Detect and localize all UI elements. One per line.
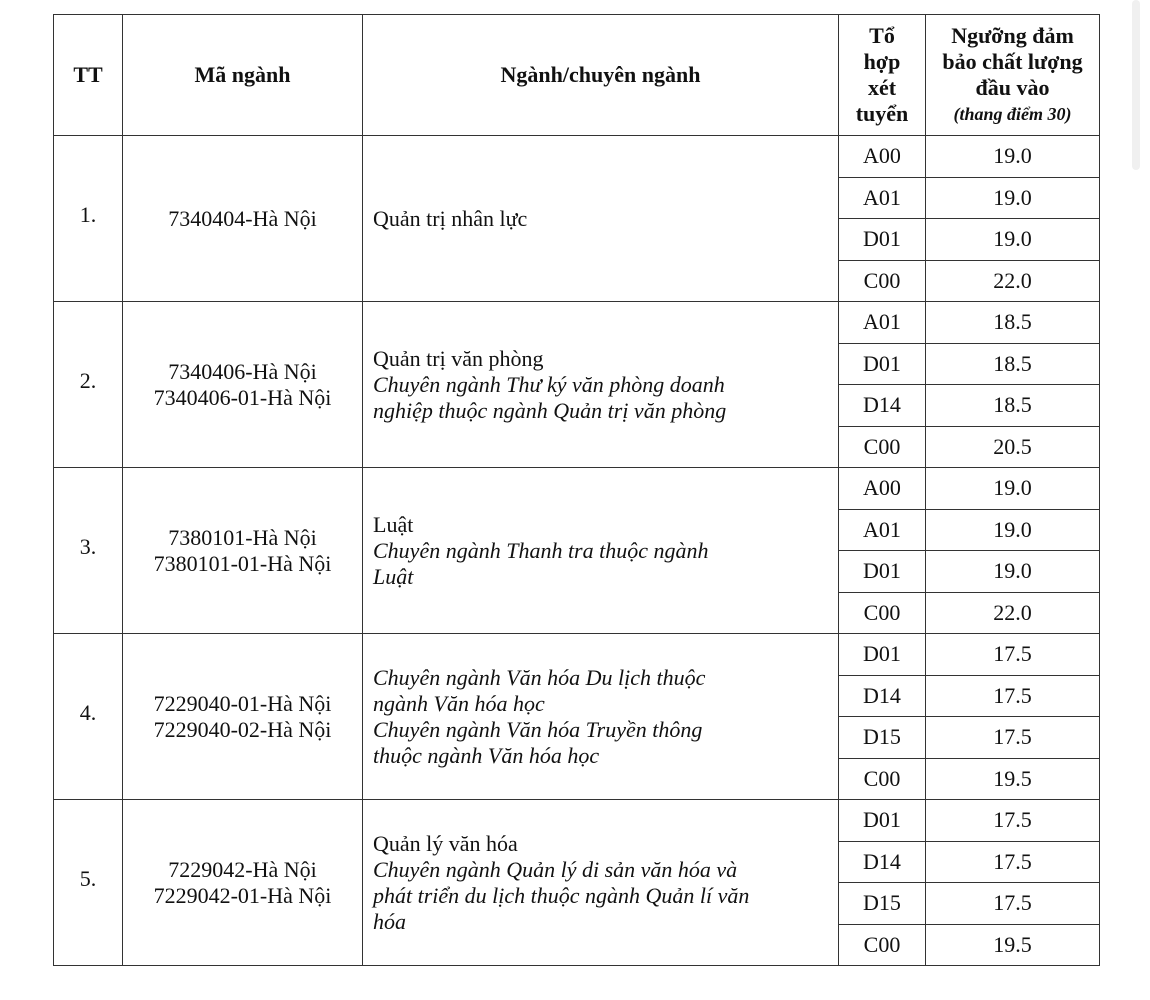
specialization-line: phát triển du lịch thuộc ngành Quản lí văn [373,882,750,908]
row-number [54,136,123,302]
threshold-score: 19.0 [926,468,1100,510]
row-number [54,800,123,966]
subject-combination: C00 [839,260,926,302]
threshold-score: 19.0 [926,136,1100,178]
major-code: 7380101-Hà Nội [168,524,317,550]
header-combo [839,15,926,136]
specialization-line: Luật [373,563,414,589]
major-name-cell [363,136,839,302]
major-name-cell [363,800,839,966]
subject-combination: D15 [839,717,926,759]
row-number-text: 2. [79,367,97,393]
header-combo-line: xét [867,75,897,100]
major-code: 7380101-01-Hà Nội [153,550,332,576]
major-code: 7340406-01-Hà Nội [153,384,332,410]
major-code-cell [123,302,363,468]
row-number [54,468,123,634]
threshold-score: 17.5 [926,800,1100,842]
table-header-row [54,15,1100,136]
major-code: 7229042-01-Hà Nội [153,882,332,908]
subject-combination: D01 [839,551,926,593]
specialization-line: Chuyên ngành Văn hóa Truyền thông [373,716,703,742]
subject-combination: D14 [839,841,926,883]
subject-combination: D01 [839,343,926,385]
specialization-line: thuộc ngành Văn hóa học [373,742,600,768]
major-code-cell [123,634,363,800]
specialization-line: nghiệp thuộc ngành Quản trị văn phòng [373,397,727,423]
specialization-line: Chuyên ngành Thư ký văn phòng doanh [373,371,725,397]
subject-combination: D15 [839,883,926,925]
subject-combination: D01 [839,634,926,676]
specialization-line: hóa [373,908,406,934]
threshold-score: 22.0 [926,260,1100,302]
threshold-score: 20.5 [926,426,1100,468]
scrollbar-track[interactable] [1132,0,1140,170]
major-name-cell [363,302,839,468]
table-row [54,800,1100,842]
header-major: Ngành/chuyên ngành [363,15,839,136]
threshold-score: 19.0 [926,219,1100,261]
threshold-score: 17.5 [926,883,1100,925]
header-threshold [926,15,1100,136]
subject-combination: C00 [839,592,926,634]
header-combo-line: hợp [863,49,901,74]
subject-combination: D01 [839,219,926,261]
threshold-score: 19.0 [926,509,1100,551]
admission-table [53,14,1100,966]
subject-combination: A01 [839,177,926,219]
row-number [54,634,123,800]
row-number-text: 5. [79,865,97,891]
table-body [54,136,1100,966]
threshold-score: 18.5 [926,302,1100,344]
major-name: Quản trị văn phòng [373,345,544,371]
subject-combination: C00 [839,426,926,468]
threshold-score: 17.5 [926,717,1100,759]
threshold-score: 22.0 [926,592,1100,634]
threshold-score: 18.5 [926,385,1100,427]
threshold-score: 19.5 [926,758,1100,800]
major-code-cell [123,136,363,302]
table-row [54,634,1100,676]
threshold-score: 17.5 [926,841,1100,883]
threshold-score: 19.0 [926,551,1100,593]
subject-combination: D14 [839,675,926,717]
header-threshold-line: Ngưỡng đảm [951,23,1074,48]
threshold-score: 19.5 [926,924,1100,966]
header-code: Mã ngành [123,15,363,136]
major-code: 7229040-01-Hà Nội [153,690,332,716]
major-name-cell [363,634,839,800]
major-code: 7229040-02-Hà Nội [153,716,332,742]
header-threshold-line: bảo chất lượng [942,49,1083,74]
table-row [54,468,1100,510]
major-code: 7229042-Hà Nội [168,856,317,882]
header-combo-line: Tổ [869,23,895,48]
specialization-line: Chuyên ngành Văn hóa Du lịch thuộc [373,664,706,690]
subject-combination: A01 [839,302,926,344]
subject-combination: D14 [839,385,926,427]
table-row [54,136,1100,178]
subject-combination: A01 [839,509,926,551]
major-code: 7340404-Hà Nội [168,205,317,231]
specialization-line: Chuyên ngành Quản lý di sản văn hóa và [373,856,738,882]
threshold-score: 17.5 [926,634,1100,676]
threshold-score: 19.0 [926,177,1100,219]
subject-combination: D01 [839,800,926,842]
major-name: Quản trị nhân lực [373,205,528,231]
subject-combination: A00 [839,468,926,510]
threshold-score: 18.5 [926,343,1100,385]
table-row [54,302,1100,344]
major-code: 7340406-Hà Nội [168,358,317,384]
row-number-text: 4. [79,699,97,725]
subject-combination: A00 [839,136,926,178]
subject-combination: C00 [839,758,926,800]
major-name: Quản lý văn hóa [373,830,518,856]
header-threshold-note: (thang điểm 30) [953,104,1072,124]
row-number-text: 1. [79,201,97,227]
major-name-cell [363,468,839,634]
row-number-text: 3. [79,533,97,559]
specialization-line: Chuyên ngành Thanh tra thuộc ngành [373,537,709,563]
threshold-score: 17.5 [926,675,1100,717]
header-combo-line: tuyển [855,101,909,126]
row-number [54,302,123,468]
specialization-line: ngành Văn hóa học [373,690,545,716]
subject-combination: C00 [839,924,926,966]
header-tt: TT [54,15,123,136]
major-name: Luật [373,511,414,537]
header-threshold-line: đầu vào [975,75,1050,100]
major-code-cell [123,468,363,634]
major-code-cell [123,800,363,966]
